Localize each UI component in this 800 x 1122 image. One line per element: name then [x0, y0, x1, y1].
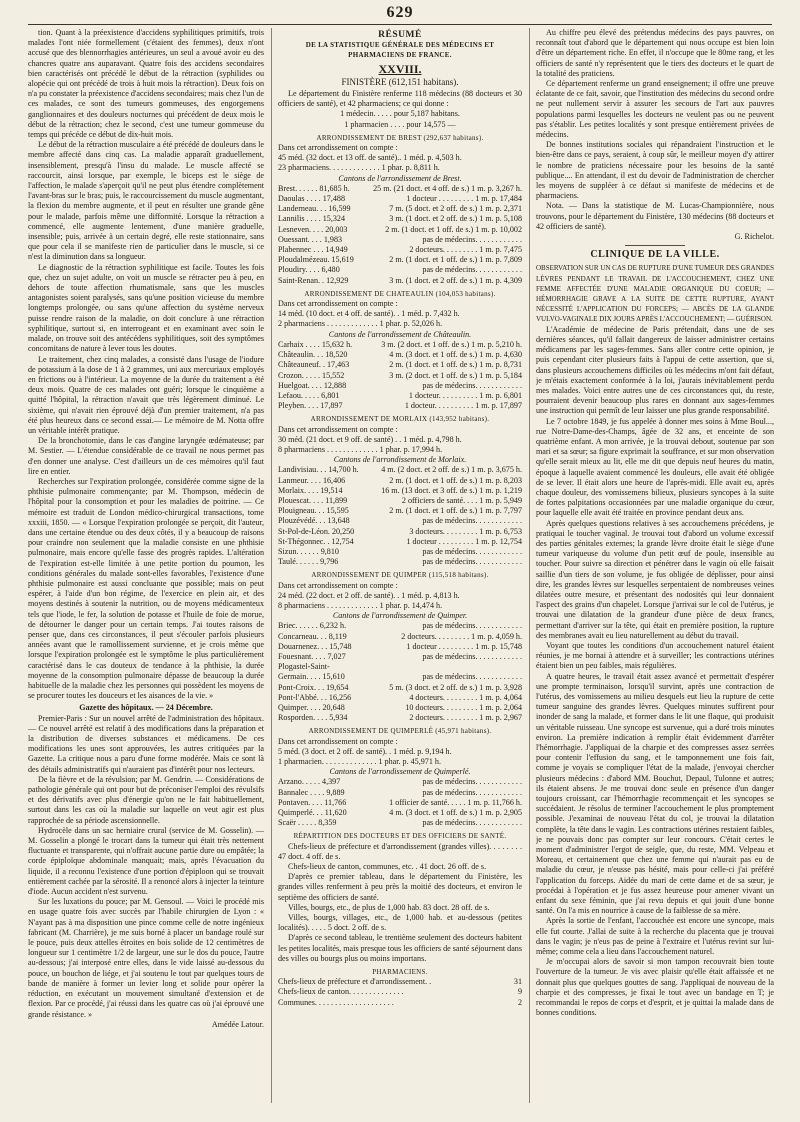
pharmaciens-heading: PHARMACIENS.: [372, 968, 428, 977]
canton-row: [278, 652, 522, 662]
canton-values: 3 m. (2 doct. et 1 off. de s.) 1 m. p. 5,210 h.: [381, 339, 522, 349]
chateaulin-cantons-table: [278, 340, 522, 411]
gazette-heading: Gazette des hôpitaux. — 24 Décembre.: [79, 703, 213, 713]
canton-name: Taulé. . . . . . 9,796: [278, 557, 339, 567]
chateaulin-summary: [278, 299, 522, 330]
canton-values: 2 m. (1 doct. et 1 off. de s.) 1 m. p. 10,002: [385, 224, 522, 234]
canton-name: Landerneau. . . 16,599: [278, 204, 351, 214]
paragraph: Ce département renferme un grand enseignement; il offre une preuve éclatante de ce fait, savoir, que l'institution des médecins du second ordre ne peut nullement servir à assurer les secours de l'art aux pauvres populations parmi lesquelles les docteurs ne veulent pas ou ne peuvent pas s'établir. Les petites localités y sont presque entièrement privées de médecins.: [536, 79, 774, 140]
morlaix-summary: [278, 425, 522, 456]
canton-name: St-Pol-de-Léon. 20,250: [278, 526, 355, 536]
canton-name: Carhaix . . . . 15,632 h.: [278, 339, 353, 349]
summary-line: 8 pharmaciens . . . . . . . . . . . . . 1 phar. p. 17,994 h.: [278, 444, 443, 454]
canton-row: [278, 184, 522, 194]
header-rule: [28, 24, 772, 25]
canton-row: [278, 808, 522, 818]
summary-line: 5 méd. (3 doct. et 2 off. de santé). . 1 méd. p. 9,194 h.: [278, 746, 452, 756]
canton-name: Châteauneuf. . 17,463: [278, 360, 350, 370]
canton-name: Plogastel-Saint-: [278, 662, 330, 672]
canton-values: 9: [517, 987, 522, 997]
canton-values: 3 m. (1 doct. et 2 off. de s.) 1 m. p. 4,309: [389, 275, 522, 285]
canton-name: Quimperlé. . . 11,620: [278, 808, 347, 818]
canton-values: 31: [513, 977, 522, 987]
canton-name: Pont-l'Abbé. . . 16,256: [278, 692, 352, 702]
clinic-paragraph: Voyant que toutes les conditions d'un accouchement naturel étaient réunies, je me bornai à attendre et à surveiller; les contractions utérines étaient bien un peu faibles, mais régulières.: [536, 640, 774, 671]
canton-name: Landivisiau. . . 14,700 h.: [278, 465, 359, 475]
pharmacien-row: [278, 977, 522, 987]
canton-row: [278, 537, 522, 547]
canton-name: Ploudiry. . . . 6,480: [278, 265, 340, 275]
canton-values: 2 docteurs. . . . . . . . . 1 m. p. 7,475: [409, 245, 522, 255]
canton-row: [278, 235, 522, 245]
canton-row: [278, 527, 522, 537]
quimper-canton-title: Cantons de l'arrondissement de Quimper.: [332, 611, 468, 621]
canton-name: Pont-Croix. . . 19,654: [278, 682, 349, 692]
canton-values: 1 docteur . . . . . . . . . 1 m. p. 12,754: [406, 536, 522, 546]
bronchotomie-paragraph: De la bronchotomie, dans le cas d'angine laryngée œdémateuse; par M. Sestier. — L'étendue considérable de ce travail ne nous permet pas d'en donner une analyse. C'est d'ailleurs un de ces mémoires qu'il faut lire en entier.: [28, 436, 264, 476]
repartition-line: Chefs-lieux de canton, communes, etc. . 41 doct. 26 off. de s.: [288, 862, 487, 872]
canton-row: [278, 798, 522, 808]
paragraph: Le diagnostic de la rétraction syphilitique est facile. Toutes les fois que, chez un sujet adulte, on voit un muscle se rétracter peu à peu, en dehors de toute affection rhumatismale, sans que les muscles antagonistes soient paralysés, sans qu'une position vicieuse du membre longtemps prolongée, ou sans qu'une affection du système nerveux puisse rendre raison de la maladie, on doit conclure à une rétraction syphilitique, surtout si, en interrogeant et en examinant avec soin le malade, on trouve soit des antécédens syphilitiques, soit des symptômes concomitans de nature à lever tous les doutes.: [28, 262, 264, 354]
clinic-paragraphs: [536, 325, 774, 1019]
canton-name: Quimper. . . . 20,648: [278, 703, 345, 712]
canton-row: [278, 486, 522, 496]
canton-name: Scaër . . . . . 8,359: [278, 818, 337, 828]
summary-line: 8 pharmaciens . . . . . . . . . . . . . 1 phar. p. 14,474 h.: [278, 600, 443, 610]
right-column: [536, 28, 774, 1108]
canton-name: Châteaulin. . . 18,520: [278, 350, 348, 360]
villes-line: Villes, bourgs, etc., de plus de 1,000 hab. 83 doct. 28 off. de s.: [288, 902, 490, 912]
canton-name: Ouessant. . . . 1,983: [278, 234, 343, 244]
canton-row: [278, 245, 522, 255]
section-separator: [625, 245, 685, 246]
summary-line: Dans cet arrondissement on compte :: [278, 580, 398, 590]
canton-values: 4 m. (2 doct. et 2 off. de s.) 1 m. p. 3,675 h.: [381, 465, 522, 475]
summary-line: 23 pharmaciens. . . . . . . . . . . . . 1 phar. p. 8,811 h.: [278, 163, 440, 173]
brest-canton-title: Cantons de l'arrondissement de Brest.: [338, 173, 462, 183]
right-column-paragraphs: [536, 28, 774, 232]
canton-row: [278, 642, 522, 652]
canton-values: 1 officier de santé. . . . . 1 m. p. 11,766 h.: [389, 797, 522, 807]
canton-name: Rosporden. . . . 5,934: [278, 713, 348, 723]
pharmacien-row: [278, 998, 522, 1008]
morlaix-canton-title: Cantons de l'arrondissement de Morlaix.: [333, 455, 467, 465]
canton-values: 3 docteurs. . . . . . . . . 1 m. p. 6,753: [409, 526, 522, 536]
canton-name: Huelgoat. . . . 12,888: [278, 380, 347, 390]
canton-row: [278, 265, 522, 275]
canton-values: pas de médecins. . . . . . . . . . . .: [422, 265, 522, 275]
canton-values: pas de médecins. . . . . . . . . . . .: [422, 818, 522, 828]
paragraph: Au chiffre peu élevé des prétendus médecins des pays pauvres, on reconnaît tout d'abord que le département qui nous occupe est bien loin d'être un département riche. En effet, il n'occupe que le 80me rang, et les officiers de santé n'y représentent que le tiers des docteurs et le quart de la totalité des praticiens.: [536, 28, 774, 78]
clinic-paragraph: Après quelques questions relatives à ses accouchemens précédens, je pratiquai le toucher vaginal. Je trouvai tout d'abord un volume excessif des parties génitales externes; la grande lèvre droite était le siège d'une tumeur variqueuse du volume d'un petit œuf de poule, insensible au toucher. Pour suivre sa direction et pénétrer dans le vagin où elle faisait saillie d'un tiers de son volume, je fus obligée de déplisser, pour ainsi dire, les grandes lèvres sur lesquelles serpentaient de nombreuses veines dilatées outre mesure, et présentant des nodosités qui leur donnaient l'aspect des grains d'un chapelet. Lorsque j'arrivai sur le col de l'utérus, je trouvai une dilatation de la grandeur d'une pièce de deux francs, permettant d'arriver sur la tête, qui était en première position, la rupture des membranes avait eu lieu naturellement au début du travail.: [536, 518, 774, 640]
canton-values: 3 m. (1 doct. et 2 off. de s.) 1 m. p. 5,108: [389, 214, 522, 224]
canton-values: 4 docteurs. . . . . . . . . 1 m. p. 4,064: [409, 692, 522, 702]
canton-row: [278, 350, 522, 360]
summary-line: Dans cet arrondissement on compte :: [278, 424, 398, 434]
summary-line: Dans cet arrondissement on compte :: [278, 299, 398, 309]
paragraph: Nota. — Dans la statistique de M. Lucas-Championnière, nous trouvons, pour le département du Finistère, 130 médecins (88 docteurs et 42 officiers de santé).: [536, 201, 774, 231]
villes-lines: [278, 903, 522, 934]
canton-values: 2 m. (1 doct. et 1 off. de s.) 1 m. p. 8,203: [389, 475, 522, 485]
pharmacien-row: [278, 987, 522, 997]
morlaix-cantons-table: [278, 465, 522, 567]
canton-name: Plouigneau. . . 15,595: [278, 506, 349, 516]
canton-name: Pontaven. . . . 11,766: [278, 797, 347, 807]
canton-name: Concarneau. . . 8,119: [278, 631, 347, 641]
canton-row: [278, 214, 522, 224]
hernie-paragraph: Hydrocèle dans un sac herniaire crural (service de M. Gosselin). — M. Gosselin a plongé le trocart dans la tumeur qui était très nettement fluctuante et transparente, qui n'offrait aucune partie dure ou empâtée; la corde épiploïque abdominale manquait; mais, après l'évacuation du liquide, il a reconnu l'existence d'une portion d'épiploon qui se trouvait entièrement cachée par la sérosité. Il a renoncé alors à injecter la teinture d'iode. Aucun accident n'est survenu.: [28, 825, 264, 897]
canton-name: Bannalec . . . . 9,889: [278, 787, 345, 797]
canton-values: 1 docteur . . . . . . . . . 1 m. p. 15,748: [406, 641, 522, 651]
brest-heading: ARRONDISSEMENT DE BREST (292,637 habitans).: [316, 133, 484, 142]
canton-values: 7 m. (5 doct. et 2 off. de s.) 1 m. p. 2,371: [389, 204, 522, 214]
canton-row: [278, 194, 522, 204]
canton-values: 2 m. (1 doct. et 1 off. de s.) 1 m. p. 7,797: [389, 506, 522, 516]
quimper-heading: ARRONDISSEMENT DE QUIMPER (115,518 habitans).: [311, 571, 489, 580]
paragraph: De bonnes institutions sociales qui répandraient l'instruction et le bien-être dans ce pays, seraient, à coup sûr, le meilleur moyen d'y attirer le nombre de praticiens nécessaire pour les besoins de la santé publique.... En attendant, il est du devoir de l'administration de chercher les moyens de suppléer à ce défaut si manifeste de médecins et de pharmaciens.: [536, 140, 774, 201]
canton-values: pas de médecins. . . . . . . . . . . .: [422, 672, 522, 682]
canton-values: 4 m. (3 doct. et 1 off. de s.) 1 m. p. 4,630: [389, 350, 522, 360]
canton-name: Lanmeur. . . . 16,406: [278, 475, 346, 485]
morlaix-heading: ARRONDISSEMENT DE MORLAIX (143,952 habitans).: [310, 415, 490, 424]
canton-row: [278, 672, 522, 682]
canton-row: [278, 547, 522, 557]
canton-name: Lesneven. . . . 20,003: [278, 224, 348, 234]
canton-values: pas de médecins. . . . . . . . . . . .: [422, 557, 522, 567]
summary-line: Dans cet arrondissement on compte :: [278, 736, 398, 746]
summary-line: 45 méd. (32 doct. et 13 off. de santé).. 1 méd. p. 4,503 h.: [278, 153, 462, 163]
canton-values: 1 docteur. . . . . . . . . . 1 m. p. 17,897: [404, 401, 522, 411]
ratio-pharmacien: 1 pharmacien . . . . pour 14,575 —: [344, 119, 456, 129]
canton-values: pas de médecins. . . . . . . . . . . .: [422, 787, 522, 797]
canton-values: pas de médecins. . . . . . . . . . . .: [422, 380, 522, 390]
ratio-medecin: 1 médecin. . . . . pour 5,187 habitans.: [340, 109, 460, 119]
canton-row: [278, 360, 522, 370]
canton-row: [278, 255, 522, 265]
canton-name: Lefaou. . . . . 6,801: [278, 390, 340, 400]
canton-row: [278, 703, 522, 713]
paragraph: Le début de la rétraction musculaire a été précédé de douleurs dans le membre affecté dans cinq cas. La maladie apparaît graduellement, insensiblement, presqu'à l'insu du malade. Le muscle affecté se raccourcit, ainsi lorsque, par exemple, le biceps est le siège de l'affection, le malade s'aperçoit qu'il ne peut plus étendre complètement l'avant-bras sur le bras; puis, le raccourcissement du muscle augmentant, la flexion du membre augmente, et il peut en résulter une grande gêne pour le malade, parfois même une difformité. Lorsque la rétraction a commencé, elle augmente lentement, d'une manière graduelle, insensible; puis, arrivée à un certain degré, elle reste stationnaire, sans que pour cela il se manifeste rien de particulier dans le muscle, si ce n'est la diminution dans sa longueur.: [28, 140, 264, 262]
paragraph: tion. Quant à la préexistence d'accidens syphilitiques primitifs, trois malades l'ont niée formellement (c'étaient des femmes), deux n'ont accusé que des blennorrhagies antérieures, un seul a avoué avoir eu des chancres quatre ans auparavant. Quatre fois des accidens secondaires bien caractérisés ont précédé le début de la rétraction (syphilides ou alopécie qui ont précédé de trois à huit mois la rétraction). Deux fois on n'a pu constater la préexistence d'accidens secondaires; mais chez l'un de ces malades, ce sont des tumeurs gommeuses, des engorgemens ganglionnaires et des douleurs nocturnes qui précédent de deux mois le début de la rétraction; chez le second, c'est une tumeur gommeuse du temps qui précéde ce début de dix-huit mois.: [28, 28, 264, 140]
gazette-paragraph: Premier-Paris : Sur un nouvel arrêté de l'administration des hôpitaux. — Ce nouvel arrêté est relatif à des modifications dans la préparation et la distribution de diverses substances et médicamens. De ces modifications les unes sont approuvées, les autres critiquées par la Gazette. La critique nous a paru d'une forme modérée. Mais ce sont là des détails administratifs qui n'auraient pas d'intérêt pour nos lecteurs.: [28, 713, 264, 774]
repartition-heading: RÉPARTITION DES DOCTEURS ET DES OFFICIERS DE SANTÉ.: [293, 832, 507, 841]
canton-row: [278, 788, 522, 798]
canton-name: Ploudalmézeau. 15,619: [278, 255, 354, 265]
canton-row: [278, 476, 522, 486]
clinic-paragraph: Après la sortie de l'enfant, l'accouchée est encore une syncope, mais elle fut courte. J'allai de suite à la recherche du placenta que je trouvai dans le vagin; je n'eus pas de peine à l'extraire et l'utérus revint sur lui-même; comme cela a lieu dans l'accouchement naturel.: [536, 916, 774, 957]
canton-row: [278, 391, 522, 401]
canton-values: pas de médecins. . . . . . . . . . . .: [422, 651, 522, 661]
canton-values: 10 docteurs. . . . . . . . . 1 m. p. 2,064: [405, 703, 522, 712]
canton-values: 2 m. (1 doct. et 1 off. de s.) 1 m. p. 7,809: [389, 255, 522, 265]
quimperle-summary: [278, 737, 522, 768]
canton-row: [278, 371, 522, 381]
canton-name: Plabennec . . . 14,949: [278, 245, 348, 255]
column-divider-right: [529, 28, 530, 1103]
quimper-summary: [278, 581, 522, 612]
canton-row: [278, 381, 522, 391]
summary-line: 24 méd. (22 doct. et 2 off. de santé). . 1 méd. p. 4,813 h.: [278, 590, 460, 600]
page-number: 629: [386, 4, 414, 21]
left-column-paragraphs: [28, 28, 264, 436]
canton-row: [278, 465, 522, 475]
canton-row: [278, 225, 522, 235]
quimperle-heading: ARRONDISSEMENT DE QUIMPERLÉ (45,971 habitans).: [308, 727, 492, 736]
repartition-text: D'après ce premier tableau, dans le département du Finistère, les grandes villes renferment à peu près la moitié des docteurs, et environ le septième des officiers de santé.: [278, 872, 522, 902]
canton-row: [278, 496, 522, 506]
canton-values: pas de médecins. . . . . . . . . . . .: [422, 621, 522, 631]
canton-values: pas de médecins. . . . . . . . . . . .: [422, 516, 522, 526]
villes-text: D'après ce second tableau, le trentième seulement des docteurs habitent les petites localités, mais presque tous les officiers de santé séjournent dans des villes ou bourgs plus ou moins importans.: [278, 933, 522, 963]
canton-values: 2 docteurs. . . . . . . . . 1 m. p. 4,059 h.: [401, 631, 522, 641]
canton-name: Communes. . . . . . . . . . . . . . . . . . . .: [278, 997, 394, 1007]
canton-values: 5 m. (3 doct. et 2 off. de s.) 1 m. p. 3,928: [389, 682, 522, 692]
canton-name: Brest. . . . . . 81,685 h.: [278, 183, 350, 193]
villes-line: Villes, bourgs, villages, etc., de 1,000 hab. et au-dessous (petites localités). . . . . 5 doct. 2 off. de s.: [278, 913, 522, 933]
canton-name: Fouesnant. . . . 7,027: [278, 651, 346, 661]
canton-row: [278, 693, 522, 703]
canton-values: 25 m. (21 doct. et 4 off. de s.) 1 m. p. 3,267 h.: [373, 183, 522, 193]
canton-row: [278, 401, 522, 411]
section-numeral: XXVIII.: [378, 61, 422, 76]
canton-name: Germain. . . . 15,610: [278, 672, 345, 682]
summary-line: 14 méd. (10 doct. et 4 off. de santé). . 1 méd. p. 7,432 h.: [278, 309, 460, 319]
chateaulin-heading: ARRONDISSEMENT DE CHATEAULIN (104,053 habitans).: [304, 289, 496, 298]
canton-row: [278, 340, 522, 350]
canton-row: [278, 683, 522, 693]
canton-name: St-Thégonnec. . 12,754: [278, 536, 354, 546]
luxations-paragraph: Sur les luxations du pouce; par M. Gensoul. — Voici le procédé mis en usage quatre fois avec succès par l'habile chirurgien de Lyon : « N'ayant pas à ma disposition une pince comme celle de notre ingénieux fabricant (M. Charrière), je me suis borné à placer un bandage roulé sur le pouce, puis deux attelles étroites en bois solide de 12 centimètres de longueur sur 1 centimètre 1/2 de largeur, une sur le dos du pouce, l'autre au-dessous; j'ai interposé entre elles, dans le vide laissé au-dessous du pouce, un bouchon de liége, et j'ai soutenu le tout par quelques tours de bande de manière à former un levier long et solide pour opérer la réduction, en exécutant un mouvement simultané d'extension et de flexion. Par ce procédé, j'ai réussi dans les quatre cas où j'ai éprouvé une grande résistance. »: [28, 897, 264, 1019]
canton-name: Chefs-lieux de canton. . . . . . . . . . . . . .: [278, 987, 404, 997]
clinic-observation-caps: OBSERVATION SUR UN CAS DE RUPTURE D'UNE TUMEUR DES GRANDES LÈVRES PENDANT LE TRAVAIL DE L'ACCOUCHEMENT, CHEZ UNE FEMME AFFECTÉE D'UNE MALADIE ORGANIQUE DU COEUR; — HÉMORRHAGIE GRAVE A LA SUITE DE CETTE RUPTURE, AYANT NÉCESSITÉ L'APPLICATION DU FORCEPS; — ABCÈS DE LA GLANDE VULVO-VAGINALE DIX JOURS APRÈS L'ACCOUCHEMENT; — GUÉRISON.: [536, 264, 774, 324]
clinic-title: CLINIQUE DE LA VILLE.: [590, 249, 720, 261]
canton-values: 1 docteur . . . . . . . . . 1 m. p. 17,484: [406, 194, 522, 204]
canton-row: [278, 276, 522, 286]
canton-row: [278, 818, 522, 828]
fievre-paragraph: De la fièvre et de la révulsion; par M. Gendrin. — Considérations de pathologie générale qui ont pour but de préconiser l'emploi des révulsifs et des dérivatifs avec plus d'énergie qu'on ne le fait habituellement, surtout dans les cas où la maladie sur laquelle on veut agir est plus rapprochée de sa période ascensionnelle.: [28, 774, 264, 825]
canton-values: pas de médecins. . . . . . . . . . . .: [422, 234, 522, 244]
summary-line: 1 pharmacien. . . . . . . . . . . . . . 1 phar. p. 45,971 h.: [278, 757, 441, 767]
canton-name: Crozon. . . . . 15,552: [278, 370, 345, 380]
canton-name: Plouescat. . . . 11,899: [278, 495, 348, 505]
canton-values: 2 m. (1 doct. et 1 off. de s.) 1 m. p. 8,731: [389, 360, 522, 370]
left-column: [28, 28, 264, 1108]
column-divider-left: [271, 28, 272, 1103]
phthisie-paragraph: Recherches sur l'expiration prolongée, considérée comme signe de la phthisie pulmonaire commençante; par M. Thompson, médecin de l'hôpital pour la consomption et pour les maladies de poitrine. — Ce mémoire est traduit de London médico-chirurgical transactions, tome xxxiii, 1850. — « Lorsque l'expiration prolongée se perçoit, dit l'auteur, dans une certaine étendue ou des deux côtés, il y a beaucoup de raisons pour craindre non seulement que la maladie consiste en une phthisie pulmonaire, mais encore qu'elle fasse des progrès rapides. L'altération de l'expiration est-elle limitée à une petite portion du poumon, les conditions générales du malade sont-elles favorables, l'existence d'une phthisie pulmonaire est aussi concluante que possible; mais on peut espérer, à l'aide d'un bon régime, de l'exercice en plein air, et des moyens destinés à soutenir la nutrition, ou de moyens médicamenteux tels que l'iode, le fer, la solution de potasse et l'huile de foie de morue, de détourner le danger pour un certain temps. J'ai toutes raisons de penser que, dans ces circonstances, il peut s'écouler parfois plusieurs années avant que le ramollissement survienne, et je crois même que lorsque l'expiration prolongée est le symptôme le plus particulièrement caractérisé dans le cas douteux de tendance à la phthisie, la durée moyenne de la consomption pulmonaire dépasse de beaucoup la durée habituelle de la maladie chez les personnes qui possèdent les moyens de se procurer toutes les douceurs et les aisances de la vie. »: [28, 476, 264, 701]
canton-values: pas de médecins. . . . . . . . . . . .: [422, 546, 522, 556]
canton-name: Pleyben. . . . 17,897: [278, 401, 343, 411]
canton-row: [278, 632, 522, 642]
canton-values: pas de médecins. . . . . . . . . . . .: [422, 777, 522, 787]
canton-row: [278, 713, 522, 723]
chateaulin-canton-title: Cantons de l'arrondissement de Châteaulin.: [328, 329, 472, 339]
resume-subtitle: DE LA STATISTIQUE GÉNÉRALE DES MÉDECINS ET PHARMACIENS DE FRANCE.: [305, 41, 495, 60]
center-column: [278, 28, 522, 1108]
canton-values: 16 m. (13 doct. et 3 off. de s.) 1 m. p. 1,219: [381, 485, 522, 495]
department-intro: Le département du Finistère renferme 118 médecins (88 docteurs et 30 officiers de santé), et 42 pharmaciens; ce qui donne :: [278, 89, 522, 109]
summary-line: Dans cet arrondissement on compte :: [278, 143, 398, 153]
brest-cantons-table: [278, 184, 522, 286]
canton-row: [278, 204, 522, 214]
canton-name: Saint-Renan. . 12,929: [278, 275, 349, 285]
department-title: FINISTÈRE (612,151 habitans).: [341, 76, 459, 87]
canton-row: [278, 506, 522, 516]
canton-name: Arzano. . . . . 4,397: [278, 777, 341, 787]
brest-summary: [278, 143, 522, 174]
clinic-paragraph: L'Académie de médecine de Paris prétendait, dans une de ses dernières séances, qu'il fallait dangereux de laisser administrer certains médicamens par les sages-femmes. Sans aller contre cette opinion, je puis cependant citer plusieurs faits à l'appui de cette assertion, que si, dans plusieurs accouchemens difficiles où les médecins m'ont fait défaut, je m'étais exactement conformée à la loi, j'aurais inévitablement perdu mes malades. Voici entre autres une de ces circonstances qui, du reste, pourraient devenir beaucoup plus rares en donnant aux sages-femmes une instruction qui permît de leur laisser une plus grande responsabilité.: [536, 324, 774, 416]
repartition-line: Chefs-lieux de préfecture et d'arrondissement (grandes villes). . . . . . . . 47 doct. 4 off. de s.: [278, 841, 522, 861]
canton-values: 4 m. (3 doct. et 1 off. de s.) 1 m. p. 2,905: [389, 808, 522, 818]
canton-values: 2 officiers de santé. . . . 1 m. p. 5,949: [401, 495, 522, 505]
canton-row: [278, 621, 522, 631]
signature-richelot: G. Richelot.: [734, 232, 774, 242]
clinic-paragraph: A quatre heures, le travail était assez avancé et permettait d'espérer une prompte terminaison, lorsqu'il survint, après une contraction de l'utérus, des vomissemens au milieu desquels eut lieu la rupture de cette tumeur sanguine des grandes lèvres. Quelques minutes suffirent pour inonder de sang la malade, et former dans le lit une flaque, qui produisit un véritable ruisseau. Une syncope est survenue, qui a duré trois minutes environ. La première indication à remplir était évidemment d'arrêter l'hémorrhagie. J'appliquai de la charpie et des compresses assez serrées pour contenir l'effusion du sang, et le tamponnement une fois fait, comme je voyais se compliquer l'état de la malade, j'envoyai chercher plusieurs médecins : d'abord MM. Bouchut, Depaul, Tulonne et autres; ils étaient absens. Je me trouvai donc seule en présence d'un danger toujours croissant, car l'hémorrhagie recommençait et les syncopes se succédaient. Je résolus de terminer l'accouchement le plus promptement possible. J'examinai de nouveau l'état du col, je trouvai la dilatation complète, la tête dans le vagin. Les contractions utérines restaient faibles, je ne pouvais donc pas compter sur leur concours. C'était certes le moment d'administrer l'ergot de seigle, que, du reste, MM. Velpeau et Moreau, et certainement que chez une femme qui n'aurait pas eu de maladie du cœur, je n'eusse pas hésité, mais pour celle-ci j'ai préféré l'application du forceps. Aidée du mari de cette dame et de sa sœur, je procédai à l'opération et je fus assez heureuse pour amener vivant un enfant du sexe féminin, que j'ai revu depuis et qui jouit d'une bonne santé. On l'a mis en nourrice à cause de la faiblesse de sa mère.: [536, 671, 774, 916]
clinic-paragraph: Le 7 octobre 1849, je fus appelée à donner mes soins à Mme Boul..., rue Notre-Dame-des-Champs, âgée de 32 ans, et enceinte de son quatrième enfant. A mon arrivée, je la trouvai debout, soutenue par son mari et sa sœur; sa figure exprimait la souffrance, et sur mon observation qu'elle serait mieux au lit, elle me dit que depuis neuf heures du matin, époque à laquelle avaient commencé les douleurs, elle avait été obligée de se lever. Il était alors une heure de l'après-midi. Elle avait eu, après chaque douleur, des vomissemens bilieux, plusieurs syncopes à la suite de fortes palpitations occasionnées par une maladie organique du cœur, pour laquelle elle avait été traitée en province pendant deux ans.: [536, 416, 774, 518]
canton-name: Plouzévédé. . . 13,648: [278, 516, 350, 526]
canton-values: 1 docteur. . . . . . . . . . 1 m. p. 6,801: [408, 390, 522, 400]
paragraph: Le traitement, chez cinq malades, a consisté dans l'usage de l'iodure de potassium à la dose de 1 à 2 grammes, uni aux mercuriaux employés en frictions ou à l'intérieur. La moyenne de la durée du traitement a été deux mois. Quatre de ces malades ont guéri; lorsque le cinquième a quitté l'hôpital, la rétraction n'avait que très légèrement diminué. Le sixième, qui n'avait rien éprouvé déjà d'un premier traitement, n'a pas été plus heureux dans ce second essai.— Le mémoire de M. Notta offre un véritable intérêt pratique.: [28, 354, 264, 435]
canton-row: [278, 516, 522, 526]
canton-values: 2 docteurs. . . . . . . . . 1 m. p. 2,967: [409, 713, 522, 723]
canton-name: Daoulas . . . . 17,488: [278, 194, 345, 204]
canton-name: Briec. . . . . . 6,232 h.: [278, 621, 347, 631]
canton-row: [278, 777, 522, 787]
summary-line: 30 méd. (21 doct. et 9 off. de santé) . . 1 méd. p. 4,798 h.: [278, 434, 462, 444]
clinic-paragraph: Je m'occupai alors de savoir si mon tampon recouvrait bien toute l'ouverture de la tumeur. Je vis avec plaisir qu'elle était affaissée et ne donnait plus que quelques gouttes de sang. J'appliquai de nouveau de la charpie et des compresses, je fixai le tout avec un bandage en T; je recommandai le repos de corps et d'esprit, et je quittai la malade dans de bonnes conditions.: [536, 957, 774, 1018]
canton-name: Chefs-lieux de préfecture et d'arrondissement. .: [278, 977, 432, 987]
canton-values: 2: [517, 997, 522, 1007]
quimperle-cantons-table: [278, 777, 522, 828]
pharmaciens-table: [278, 977, 522, 1008]
quimper-cantons-table: [278, 621, 522, 723]
resume-title: RÉSUMÉ: [378, 30, 422, 40]
canton-values: 3 m. (2 doct. et 1 off. de s.) 1 m. p. 5,184: [389, 370, 522, 380]
canton-row: [278, 557, 522, 567]
canton-name: Morlaix. . . . 19,514: [278, 485, 343, 495]
repartition-lines: [278, 842, 522, 873]
quimperle-canton-title: Cantons de l'arrondissement de Quimperlé.: [329, 767, 471, 777]
canton-row: [278, 662, 522, 672]
canton-name: Lannilis . . . . 15,324: [278, 214, 345, 224]
canton-name: Douarnenez. . . 15,748: [278, 641, 352, 651]
signature-latour: Amédée Latour.: [211, 1019, 264, 1029]
canton-name: Sizun. . . . . . 9,810: [278, 546, 339, 556]
summary-line: 2 pharmaciens . . . . . . . . . . . . . 1 phar. p. 52,026 h.: [278, 319, 443, 329]
